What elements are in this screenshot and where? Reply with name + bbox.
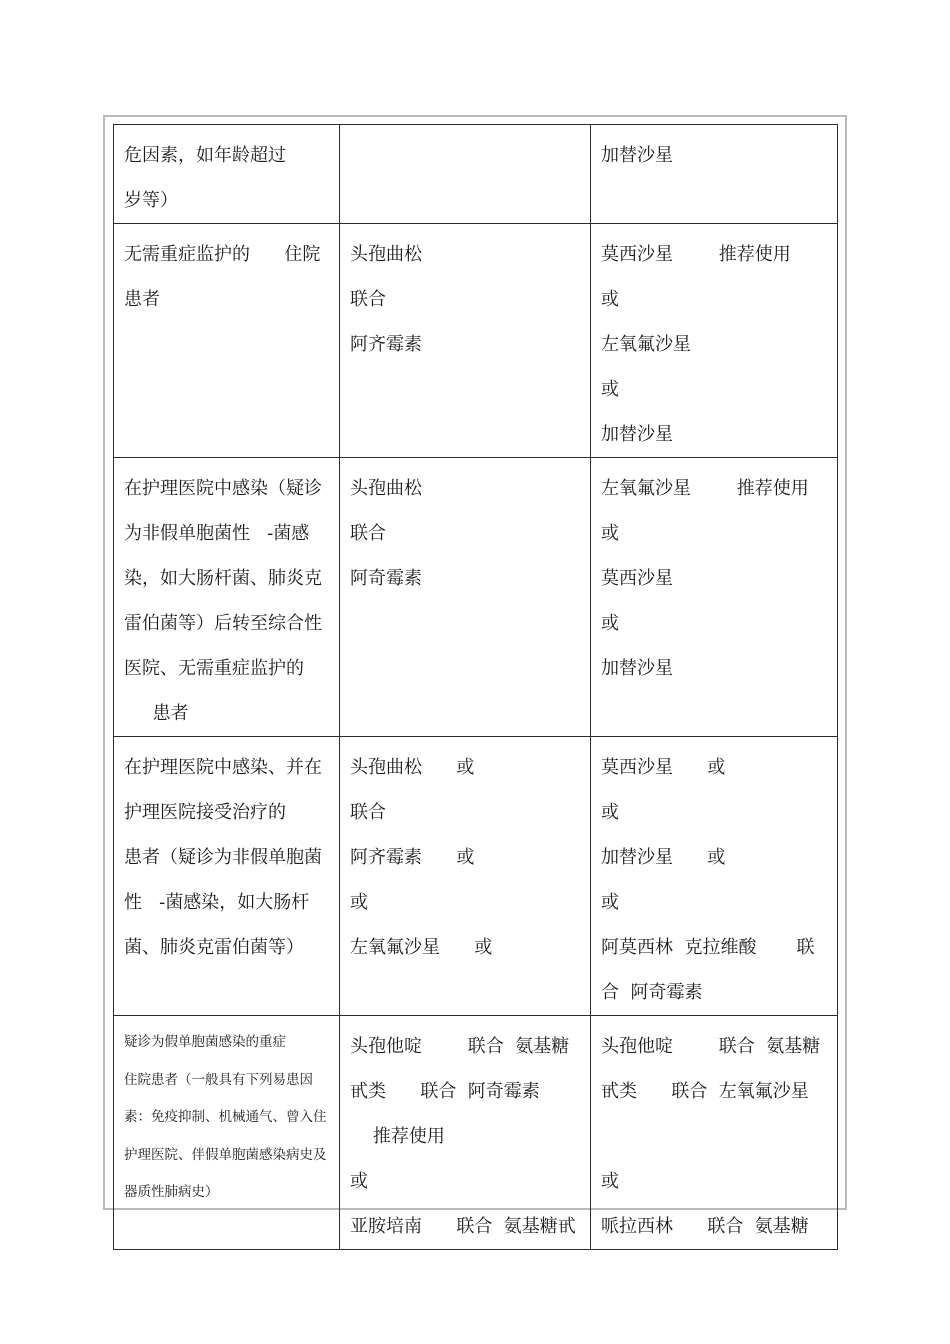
table-cell-col2 [340, 737, 591, 1016]
cell-line: 莫西沙星 或 [601, 757, 726, 778]
cell-content [340, 1016, 590, 1249]
cell-line: 染，如大肠杆菌、肺炎克 [124, 568, 322, 589]
cell-line: 或 [601, 1171, 619, 1192]
cell-content [591, 737, 837, 1015]
cell-line: 雷伯菌等）后转至综合性 [124, 613, 322, 634]
table-cell-col3 [591, 125, 838, 224]
cell-line: 头孢他啶 联合 氨基糖 [350, 1036, 570, 1057]
cell-line: 莫西沙星 [601, 568, 673, 589]
table-row [114, 458, 838, 737]
cell-line: 加替沙星 [601, 424, 673, 445]
table-row [114, 125, 838, 224]
table-cell-col3 [591, 737, 838, 1016]
table-cell-col1 [114, 737, 340, 1016]
cell-line: 或 [601, 892, 619, 913]
cell-line [601, 1114, 837, 1159]
cell-line: 医院、无需重症监护的 [124, 658, 304, 679]
cell-line: 左氧氟沙星 或 [350, 937, 493, 958]
cell-line: 哌拉西林 联合 氨基糖 [601, 1216, 809, 1237]
table-row [114, 737, 838, 1016]
table-cell-col1 [114, 125, 340, 224]
cell-content [340, 125, 590, 133]
table-row [114, 1016, 838, 1250]
cell-line: 推荐使用 [350, 1126, 445, 1147]
table-cell-col2 [340, 125, 591, 224]
cell-line: 左氧氟沙星 [601, 334, 691, 355]
cell-line: 头孢他啶 联合 氨基糖 [601, 1036, 821, 1057]
cell-line: 合 阿奇霉素 [601, 982, 703, 1003]
table-cell-col3 [591, 1016, 838, 1250]
cell-line: 在护理医院中感染、并在 [124, 757, 322, 778]
cell-line: 患者 [124, 703, 189, 724]
cell-content [114, 458, 339, 736]
cell-line: 性 -菌感染，如大肠杆 [124, 892, 310, 913]
cell-line: 患者 [124, 289, 160, 310]
cell-content [114, 1016, 339, 1212]
table-cell-col3 [591, 224, 838, 458]
table-row [114, 224, 838, 458]
cell-line: 护理医院、伴假单胞菌感染病史及 [124, 1146, 327, 1163]
cell-line: 或 [350, 1171, 368, 1192]
cell-line: 或 [601, 802, 619, 823]
cell-line: 头孢曲松 [350, 478, 422, 499]
cell-line: 头孢曲松 [350, 244, 422, 265]
cell-content [340, 737, 590, 970]
cell-line: 岁等） [124, 190, 178, 211]
cell-content [591, 125, 837, 178]
cell-content [591, 458, 837, 691]
cell-line: 护理医院接受治疗的 [124, 802, 286, 823]
cell-line: 危因素，如年龄超过 [124, 145, 286, 166]
cell-line: 在护理医院中感染（疑诊 [124, 478, 322, 499]
table-cell-col3 [591, 458, 838, 737]
cell-line: 为非假单胞菌性 -菌感 [124, 523, 310, 544]
cell-line: 或 [601, 379, 619, 400]
cell-content [591, 224, 837, 457]
cell-line: 联合 [350, 523, 386, 544]
cell-line: 或 [601, 289, 619, 310]
cell-line: 加替沙星 [601, 145, 673, 166]
cell-line: 疑诊为假单胞菌感染的重症 [124, 1034, 286, 1050]
cell-content [114, 737, 339, 970]
treatment-table [113, 124, 838, 1250]
table-cell-col1 [114, 458, 340, 737]
cell-line: 或 [350, 892, 368, 913]
cell-line: 甙类 联合 阿奇霉素 [350, 1081, 540, 1102]
cell-line: 联合 [350, 802, 386, 823]
cell-line: 素：免疫抑制、机械通气、曾入住 [124, 1109, 327, 1125]
cell-line: 加替沙星 或 [601, 847, 726, 868]
cell-line: 患者（疑诊为非假单胞菌 [124, 847, 322, 868]
cell-line: 联合 [350, 289, 386, 310]
cell-line: 加替沙星 [601, 658, 673, 679]
cell-line: 头孢曲松 或 [350, 757, 475, 778]
cell-line: 器质性肺病史） [124, 1184, 219, 1200]
cell-line: 阿齐霉素 或 [350, 847, 475, 868]
cell-line: 住院患者（一般具有下列易患因 [124, 1071, 313, 1088]
cell-line: 亚胺培南 联合 氨基糖甙 [350, 1216, 576, 1237]
cell-line: 阿齐霉素 [350, 334, 422, 355]
cell-line: 阿莫西林 克拉维酸 联 [601, 937, 815, 958]
cell-line: 无需重症监护的 住院 [124, 244, 321, 265]
table-cell-col2 [340, 224, 591, 458]
cell-content [114, 224, 339, 322]
cell-line: 或 [601, 523, 619, 544]
cell-line: 甙类 联合 左氧氟沙星 [601, 1081, 809, 1102]
cell-line: 或 [601, 613, 619, 634]
cell-line: 莫西沙星 推荐使用 [601, 244, 791, 265]
table-cell-col1 [114, 1016, 340, 1250]
cell-content [114, 125, 339, 223]
cell-line: 左氧氟沙星 推荐使用 [601, 478, 809, 499]
cell-line: 阿奇霉素 [350, 568, 422, 589]
cell-line: 菌、肺炎克雷伯菌等） [124, 937, 304, 958]
cell-content [591, 1016, 837, 1249]
cell-content [340, 224, 590, 367]
table-cell-col2 [340, 1016, 591, 1250]
cell-content [340, 458, 590, 601]
table-cell-col1 [114, 224, 340, 458]
table-cell-col2 [340, 458, 591, 737]
